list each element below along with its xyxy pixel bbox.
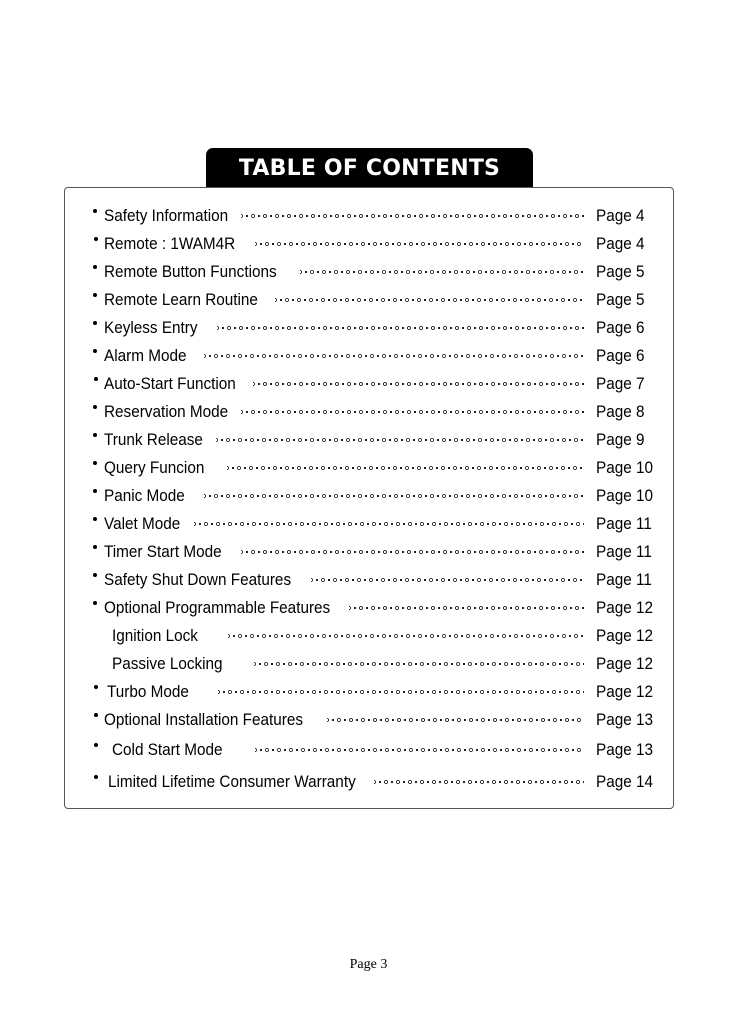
dot-leader: [218, 688, 584, 696]
dot-leader: [241, 212, 584, 220]
bullet-icon: [94, 685, 98, 689]
toc-entry-page: Page 13: [596, 710, 654, 729]
toc-entry-label: Remote Button Functions: [104, 262, 277, 281]
dot-leader: [227, 464, 584, 472]
toc-entry-label: Query Funcion: [104, 458, 205, 477]
toc-entry-label: Safety Information: [104, 206, 229, 225]
toc-entry: [65, 426, 673, 454]
dot-leader: [204, 352, 584, 360]
dot-leader: [300, 268, 584, 276]
toc-entry: [65, 594, 673, 622]
toc-entry-page: Page 12: [596, 682, 654, 701]
toc-entry-label: Panic Mode: [104, 486, 185, 505]
toc-box: [64, 187, 674, 809]
toc-entry-label: Optional Installation Features: [104, 710, 304, 729]
toc-entry: [65, 230, 673, 258]
bullet-icon: [94, 237, 98, 241]
bullet-icon: [93, 545, 97, 549]
bullet-icon: [93, 517, 97, 521]
toc-entry: [65, 398, 673, 426]
toc-entry: [65, 202, 673, 230]
toc-entry-page: Page 12: [596, 598, 654, 617]
toc-entry-page: Page 11: [596, 542, 652, 561]
dot-leader: [374, 778, 584, 786]
toc-entry-page: Page 4: [596, 206, 645, 225]
toc-entry: [65, 370, 673, 398]
toc-entry-label: Cold Start Mode: [112, 740, 223, 759]
toc-entry-label: Trunk Release: [104, 430, 203, 449]
dot-leader: [255, 746, 584, 754]
toc-entry-label: Limited Lifetime Consumer Warranty: [108, 772, 356, 791]
toc-entry-page: Page 5: [596, 290, 645, 309]
dot-leader: [217, 324, 584, 332]
toc-entry-page: Page 11: [596, 514, 652, 533]
toc-title: TABLE OF CONTENTS: [206, 148, 533, 188]
bullet-icon: [93, 461, 97, 465]
toc-entry: [65, 510, 673, 538]
dot-leader: [254, 660, 584, 668]
toc-entry-label: Turbo Mode: [107, 682, 189, 701]
toc-entry-label: Reservation Mode: [104, 402, 229, 421]
bullet-icon: [93, 433, 97, 437]
toc-entry-label: Safety Shut Down Features: [104, 570, 292, 589]
toc-entry-page: Page 9: [596, 430, 645, 449]
bullet-icon: [93, 209, 97, 213]
toc-entry: [65, 566, 673, 594]
toc-entry: [65, 538, 673, 566]
dot-leader: [311, 576, 584, 584]
dot-leader: [241, 548, 584, 556]
page-number: Page 3: [349, 957, 388, 972]
dot-leader: [253, 380, 584, 388]
toc-entry-page: Page 13: [596, 740, 654, 759]
bullet-icon: [94, 743, 98, 747]
dot-leader: [327, 716, 584, 724]
toc-entry-label: Keyless Entry: [104, 318, 198, 337]
toc-entry: [65, 706, 673, 734]
toc-entry: [65, 622, 673, 650]
bullet-icon: [94, 377, 98, 381]
toc-entry: [65, 678, 673, 706]
toc-entry: [65, 258, 673, 286]
bullet-icon: [93, 265, 97, 269]
toc-entry-label: Auto-Start Function: [104, 374, 236, 393]
toc-entry-page: Page 10: [596, 486, 654, 505]
bullet-icon: [93, 405, 97, 409]
bullet-icon: [93, 573, 97, 577]
toc-entry: [65, 650, 673, 678]
toc-entry-page: Page 12: [596, 626, 654, 645]
dot-leader: [194, 520, 584, 528]
bullet-icon: [93, 293, 97, 297]
toc-entry-page: Page 4: [596, 234, 645, 253]
toc-entry-page: Page 7: [596, 374, 645, 393]
toc-entry-page: Page 6: [596, 346, 645, 365]
bullet-icon: [94, 713, 98, 717]
toc-entry: [65, 286, 673, 314]
toc-entry: [65, 736, 673, 764]
toc-entry-label: Remote : 1WAM4R: [104, 234, 236, 253]
toc-entry-page: Page 10: [596, 458, 654, 477]
bullet-icon: [94, 775, 98, 779]
toc-entry-page: Page 8: [596, 402, 645, 421]
dot-leader: [204, 492, 584, 500]
toc-entry-label: Passive Locking: [112, 654, 223, 673]
dot-leader: [228, 632, 584, 640]
toc-entry-label: Valet Mode: [104, 514, 181, 533]
toc-entry: [65, 454, 673, 482]
dot-leader: [241, 408, 584, 416]
toc-entry-page: Page 5: [596, 262, 645, 281]
bullet-icon: [93, 321, 97, 325]
bullet-icon: [93, 601, 97, 605]
toc-entry-label: Optional Programmable Features: [104, 598, 331, 617]
dot-leader: [275, 296, 584, 304]
toc-list: [65, 188, 673, 808]
toc-entry: [65, 482, 673, 510]
dot-leader: [349, 604, 584, 612]
toc-entry-label: Ignition Lock: [112, 626, 198, 645]
toc-entry: [65, 342, 673, 370]
toc-entry-page: Page 11: [596, 570, 652, 589]
toc-entry-label: Remote Learn Routine: [104, 290, 258, 309]
toc-entry: [65, 768, 673, 796]
bullet-icon: [93, 489, 97, 493]
dot-leader: [216, 436, 584, 444]
toc-entry-label: Timer Start Mode: [104, 542, 222, 561]
toc-entry-page: Page 14: [596, 772, 654, 791]
toc-entry-label: Alarm Mode: [104, 346, 187, 365]
toc-entry: [65, 314, 673, 342]
toc-entry-page: Page 12: [596, 654, 654, 673]
toc-entry-page: Page 6: [596, 318, 645, 337]
dot-leader: [255, 240, 584, 248]
bullet-icon: [93, 349, 97, 353]
